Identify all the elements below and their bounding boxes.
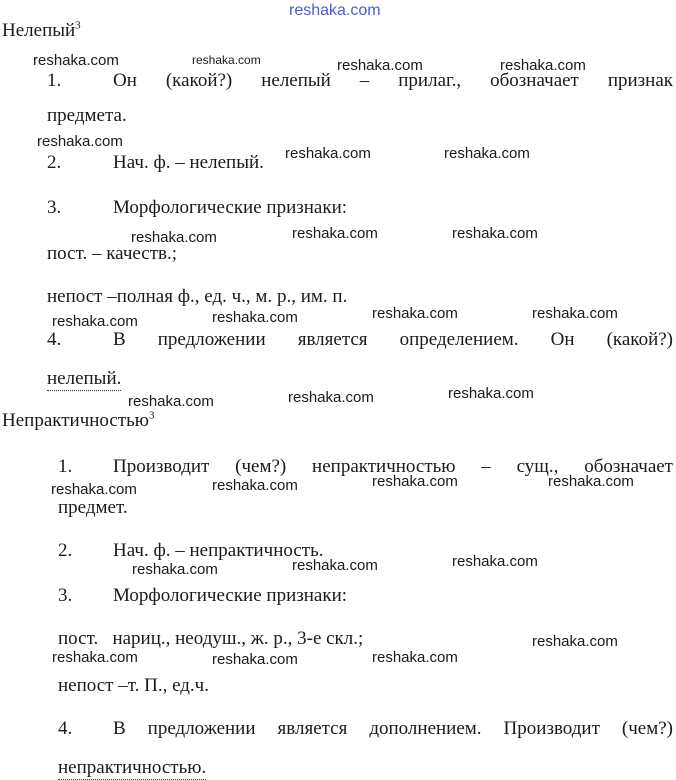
item-text: Производит (чем?) непрактичностью – сущ., обозначает bbox=[113, 456, 673, 477]
watermark: reshaka.com bbox=[372, 649, 458, 666]
section-header-2 bbox=[2, 410, 155, 432]
item-number: 1. bbox=[47, 70, 62, 91]
item-text: Морфологические признаки: bbox=[113, 585, 348, 606]
watermark: reshaka.com bbox=[37, 133, 123, 150]
watermark: reshaka.com bbox=[52, 649, 138, 666]
watermark: reshaka.com bbox=[372, 473, 458, 490]
watermark: reshaka.com bbox=[192, 53, 261, 67]
watermark: reshaka.com bbox=[292, 225, 378, 242]
watermark: reshaka.com bbox=[33, 52, 119, 69]
watermark: reshaka.com bbox=[288, 389, 374, 406]
item-text: Нач. ф. – нелепый. bbox=[113, 152, 264, 173]
header-word: Непрактичностью bbox=[2, 410, 149, 431]
watermark: reshaka.com bbox=[212, 309, 298, 326]
permanent-features: пост. – качеств.; bbox=[47, 243, 178, 264]
watermark: reshaka.com bbox=[128, 393, 214, 410]
item-text-cont bbox=[58, 757, 206, 779]
watermark: reshaka.com bbox=[532, 305, 618, 322]
watermark: reshaka.com bbox=[292, 557, 378, 574]
watermark: reshaka.com bbox=[131, 229, 217, 246]
watermark: reshaka.com bbox=[548, 473, 634, 490]
watermark: reshaka.com bbox=[448, 385, 534, 402]
permanent-features: пост. нариц., неодуш., ж. р., 3-е скл.; bbox=[58, 628, 364, 649]
item-number: 4. bbox=[58, 718, 73, 739]
watermark-top: reshaka.com bbox=[289, 2, 381, 19]
watermark: reshaka.com bbox=[337, 57, 423, 74]
non-permanent-features: непост –т. П., ед.ч. bbox=[58, 675, 209, 696]
watermark: reshaka.com bbox=[285, 145, 371, 162]
item-text-cont: предмет. bbox=[58, 497, 128, 518]
watermark: reshaka.com bbox=[532, 633, 618, 650]
item-text-cont bbox=[47, 368, 121, 390]
watermark: reshaka.com bbox=[212, 651, 298, 668]
watermark: reshaka.com bbox=[500, 57, 586, 74]
item-number: 3. bbox=[47, 197, 62, 218]
watermark: reshaka.com bbox=[444, 145, 530, 162]
watermark: reshaka.com bbox=[212, 477, 298, 494]
item-text: В предложении является определением. Он (какой?) bbox=[113, 329, 673, 350]
item-text: Морфологические признаки: bbox=[113, 197, 348, 218]
item-number: 3. bbox=[58, 585, 73, 606]
watermark: reshaka.com bbox=[372, 305, 458, 322]
item-number: 2. bbox=[58, 540, 73, 561]
watermark: reshaka.com bbox=[132, 561, 218, 578]
section-header-1 bbox=[2, 20, 81, 42]
item-number: 2. bbox=[47, 152, 62, 173]
watermark: reshaka.com bbox=[51, 481, 137, 498]
underlined-word: непрактичностью. bbox=[58, 757, 207, 778]
underlined-word: нелепый. bbox=[47, 368, 122, 389]
non-permanent-features: непост –полная ф., ед. ч., м. р., им. п. bbox=[47, 286, 348, 307]
item-text: Он (какой?) нелепый – прилаг., обозначает признак bbox=[113, 70, 673, 91]
superscript: 3 bbox=[149, 409, 155, 422]
watermark: reshaka.com bbox=[452, 225, 538, 242]
item-number: 1. bbox=[58, 456, 73, 477]
watermark: reshaka.com bbox=[452, 553, 538, 570]
superscript: 3 bbox=[75, 19, 81, 32]
header-word: Нелепый bbox=[2, 20, 76, 41]
item-number: 4. bbox=[47, 329, 62, 350]
item-text: Нач. ф. – непрактичность. bbox=[113, 540, 324, 561]
item-text: В предложении является дополнением. Производит (чем?) bbox=[113, 718, 673, 739]
item-text-cont: предмета. bbox=[47, 105, 127, 126]
watermark: reshaka.com bbox=[52, 313, 138, 330]
